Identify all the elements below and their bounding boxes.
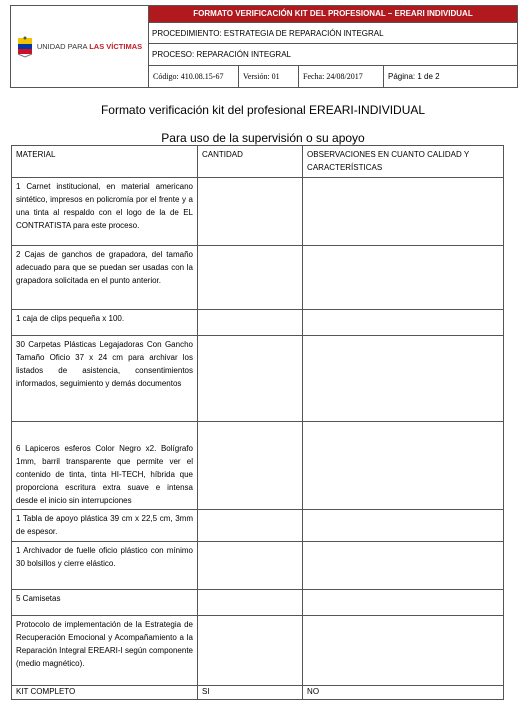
kit-completo-row	[12, 686, 504, 700]
table-row	[12, 422, 504, 510]
material-cell: 1 Archivador de fuelle oficio plástico con mínimo 30 bolsillos y cierre elástico.	[12, 542, 198, 590]
kit-checklist-table	[11, 145, 504, 700]
logo-text: UNIDAD PARA LAS VÍCTIMAS	[36, 42, 143, 51]
unidad-victimas-logo	[11, 36, 148, 58]
cantidad-cell[interactable]	[197, 510, 302, 542]
observaciones-cell[interactable]	[303, 422, 504, 510]
material-cell: 1 Carnet institucional, en material americano sintético, impresos en policromía por el frente y a una tinta al respaldo con el logo de la de EL CONTRATISTA para este proceso.	[12, 178, 198, 246]
cantidad-cell[interactable]	[197, 422, 302, 510]
table-row	[12, 542, 504, 590]
cantidad-cell[interactable]	[197, 246, 302, 310]
material-cell: 1 caja de clips pequeña x 100.	[12, 310, 198, 336]
document-subtitle: Para uso de la supervisión o su apoyo	[161, 131, 365, 145]
column-header-material: MATERIAL	[12, 146, 198, 178]
column-header-cantidad: CANTIDAD	[197, 146, 302, 178]
table-row	[12, 590, 504, 616]
document-header	[10, 5, 518, 88]
table-row	[12, 246, 504, 310]
material-cell: 1 Tabla de apoyo plástica 39 cm x 22,5 cm, 3mm de espesor.	[12, 510, 198, 542]
logo-cell	[11, 6, 149, 88]
cantidad-cell[interactable]	[197, 178, 302, 246]
material-cell: 2 Cajas de ganchos de grapadora, del tamaño adecuado para que se puedan ser usadas con la grapadora solicitada en el punto anterior.	[12, 246, 198, 310]
table-row	[12, 336, 504, 422]
observaciones-cell[interactable]	[303, 310, 504, 336]
material-cell: 6 Lapiceros esferos Color Negro x2. Bolígrafo 1mm, barril transparente que permite ver el contenido de tinta, tinta HI-TECH, híbrida que proporciona escritura extra suave e intensa desde el inicio sin interrupciones	[12, 422, 198, 510]
table-header-row	[12, 146, 504, 178]
observaciones-cell[interactable]	[303, 590, 504, 616]
observaciones-cell[interactable]	[303, 178, 504, 246]
column-header-observaciones: OBSERVACIONES EN CUANTO CALIDAD Y CARACTERÍSTICAS	[303, 146, 504, 178]
cantidad-cell[interactable]	[197, 590, 302, 616]
proceso-label: PROCESO: REPARACIÓN INTEGRAL	[149, 44, 518, 66]
cantidad-cell[interactable]	[197, 310, 302, 336]
document-title: Formato verificación kit del profesional EREARI-INDIVIDUAL	[100, 103, 426, 117]
pagina-label: Página: 1 de 2	[384, 66, 518, 88]
observaciones-cell[interactable]	[303, 616, 504, 686]
cantidad-cell[interactable]	[197, 336, 302, 422]
kit-completo-label: KIT COMPLETO	[12, 686, 198, 700]
procedimiento-label: PROCEDIMIENTO: ESTRATEGIA DE REPARACIÓN INTEGRAL	[149, 22, 518, 44]
table-row	[12, 178, 504, 246]
cantidad-cell[interactable]	[197, 542, 302, 590]
codigo-label: Código: 410.08.15-67	[149, 66, 239, 88]
observaciones-cell[interactable]	[303, 542, 504, 590]
material-cell: Protocolo de implementación de la Estrategia de Recuperación Emocional y Acompañamiento a la Reparación Integral EREARI-I según componente (medio magnético).	[12, 616, 198, 686]
form-title: FORMATO VERIFICACIÓN KIT DEL PROFESIONAL – EREARI INDIVIDUAL	[149, 6, 518, 23]
colombia-crest-icon	[17, 36, 33, 58]
kit-completo-si[interactable]: SI	[197, 686, 302, 700]
fecha-label: Fecha: 24/08/2017	[299, 66, 384, 88]
material-cell: 5 Camisetas	[12, 590, 198, 616]
observaciones-cell[interactable]	[303, 510, 504, 542]
table-row	[12, 616, 504, 686]
material-cell: 30 Carpetas Plásticas Legajadoras Con Gancho Tamaño Oficio 37 x 24 cm para archivar los listados de asistencia, consentimientos informados, seguimiento y demás documentos	[12, 336, 198, 422]
version-label: Versión: 01	[239, 66, 299, 88]
table-row	[12, 310, 504, 336]
cantidad-cell[interactable]	[197, 616, 302, 686]
observaciones-cell[interactable]	[303, 336, 504, 422]
table-row	[12, 510, 504, 542]
observaciones-cell[interactable]	[303, 246, 504, 310]
kit-completo-no[interactable]: NO	[303, 686, 504, 700]
